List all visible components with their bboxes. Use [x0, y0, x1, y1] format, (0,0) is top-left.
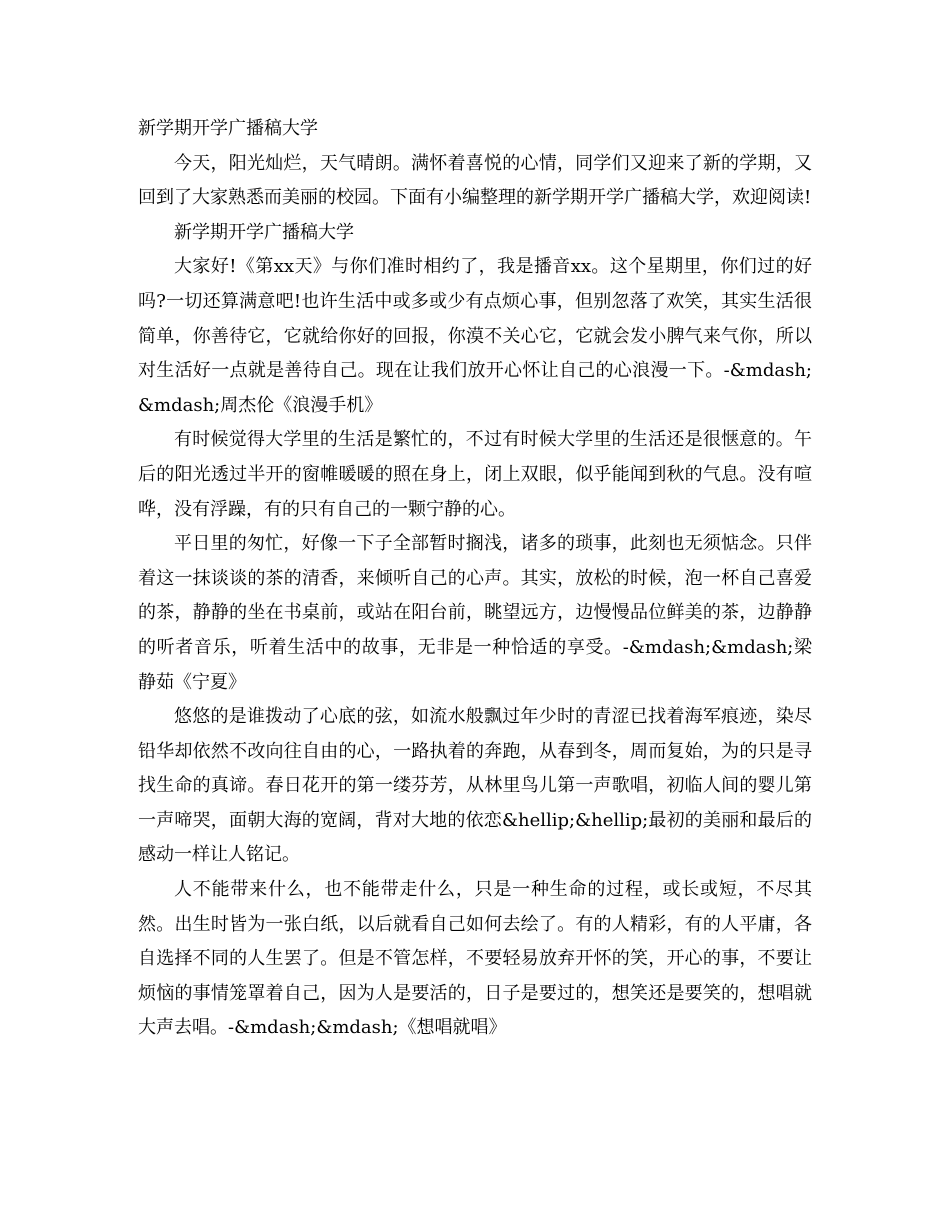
document-page — [138, 112, 812, 1046]
body-paragraph: 平日里的匆忙，好像一下子全部暂时搁浅，诸多的琐事，此刻也无须惦念。只伴着这一抹谈谈的茶的清香，来倾听自己的心声。其实，放松的时候，泡一杯自己喜爱的茶，静静的坐在书桌前，或站在阳台前，眺望远方，边慢慢品位鲜美的茶，边静静的听者音乐，听着生活中的故事，无非是一种恰适的享受。-&mdash;&mdash;梁静茹《宁夏》 — [138, 533, 812, 693]
body-paragraph: 大家好!《第xx天》与你们准时相约了，我是播音xx。这个星期里，你们过的好吗?一切还算满意吧!也许生活中或多或少有点烦心事，但别忽落了欢笑，其实生活很简单，你善待它，它就给你好的回报，你漠不关心它，它就会发小脾气来气你，所以对生活好一点就是善待自己。现在让我们放开心怀让自己的心浪漫一下。-&mdash;&mdash;周杰伦《浪漫手机》 — [138, 256, 812, 416]
body-paragraph: 有时候觉得大学里的生活是繁忙的，不过有时候大学里的生活还是很惬意的。午后的阳光透过半开的窗帷暖暖的照在身上，闭上双眼，似乎能闻到秋的气息。没有喧哗，没有浮躁，有的只有自己的一颗宁静的心。 — [138, 429, 812, 520]
intro-paragraph: 今天，阳光灿烂，天气晴朗。满怀着喜悦的心情，同学们又迎来了新的学期，又回到了大家熟悉而美丽的校园。下面有小编整理的新学期开学广播稿大学，欢迎阅读! — [138, 152, 812, 209]
document-title: 新学期开学广播稿大学 — [138, 118, 318, 139]
section-heading: 新学期开学广播稿大学 — [174, 221, 354, 243]
body-paragraph: 人不能带来什么，也不能带走什么，只是一种生命的过程，或长或短，不尽其然。出生时皆为一张白纸，以后就看自己如何去绘了。有的人精彩，有的人平庸，各自选择不同的人生罢了。但是不管怎样，不要轻易放弃开怀的笑，开心的事，不要让烦恼的事情笼罩着自己，因为人是要活的，日子是要过的，想笑还是要笑的，想唱就大声去唱。-&mdash;&mdash;《想唱就唱》 — [138, 879, 812, 1039]
body-paragraph: 悠悠的是谁拨动了心底的弦，如流水般飘过年少时的青涩已找着海军痕迹，染尽铅华却依然不改向往自由的心，一路执着的奔跑，从春到冬，周而复始，为的只是寻找生命的真谛。春日花开的第一缕芬芳，从林里鸟儿第一声歌唱，初临人间的婴儿第一声啼哭，面朝大海的宽阔，背对大地的依恋&hellip;&hellip;最初的美丽和最后的感动一样让人铭记。 — [138, 706, 812, 866]
